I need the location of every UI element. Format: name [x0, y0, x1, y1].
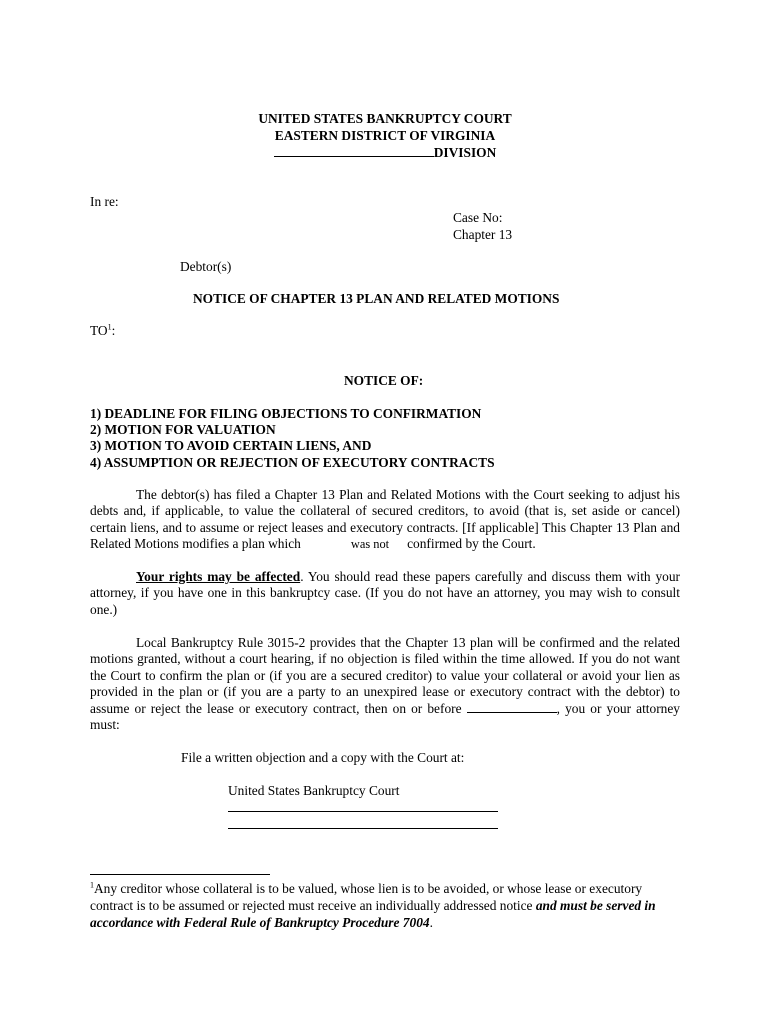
was-not-field[interactable]: was not — [350, 537, 390, 552]
footnote-emphasis: and must be served in accordance with Federal Rule of Bankruptcy Procedure 7004 — [90, 898, 656, 930]
paragraph-local-rule — [90, 635, 680, 733]
to-label: TO — [90, 323, 108, 338]
case-number-label: Case No: — [453, 210, 503, 225]
notice-item-1: 1) DEADLINE FOR FILING OBJECTIONS TO CONFIRMATION — [90, 406, 482, 421]
paragraph-plan-filed-text: The debtor(s) has filed a Chapter 13 Plan and Related Motions with the Court seeking to adjust his debts and, if applicable, to value the collateral of secured creditors, to avoid (that is, set aside or cancel) certain liens, and to assume or reject leases and executory contracts. [If applicable] This Chapter 13 Plan and Related Motions modifies a plan which — [90, 487, 680, 552]
district-name: EASTERN DISTRICT OF VIRGINIA — [274, 128, 496, 143]
address-line-1[interactable] — [228, 811, 498, 812]
footnote-separator — [90, 874, 270, 875]
deadline-date-blank[interactable] — [467, 712, 557, 713]
division-blank[interactable] — [274, 156, 434, 157]
division-label: DIVISION — [433, 145, 497, 160]
file-objection-instruction: File a written objection and a copy with the Court at: — [181, 750, 465, 765]
address-line-2[interactable] — [228, 828, 498, 829]
debtors-label: Debtor(s) — [180, 259, 232, 274]
notice-item-3: 3) MOTION TO AVOID CERTAIN LIENS, AND — [90, 438, 372, 453]
paragraph-rights — [90, 569, 680, 618]
paragraph-plan-filed-end: confirmed by the Court. — [407, 536, 536, 552]
notice-of-heading: NOTICE OF: — [344, 373, 424, 388]
division-line — [0, 145, 770, 161]
paragraph-rights-text: . You should read these papers carefully and discuss them with your attorney, if you have one in this bankruptcy case. (If you do not have an attorney, you may wish to consult one.) — [90, 569, 681, 617]
footnote-marker: 1 — [90, 880, 94, 890]
paragraph-local-rule-end: , you or your attorney must: — [90, 700, 680, 733]
paragraph-plan-filed — [90, 487, 680, 553]
court-name: UNITED STATES BANKRUPTCY COURT — [258, 111, 512, 126]
court-address-name: United States Bankruptcy Court — [228, 783, 400, 798]
to-colon: : — [111, 323, 116, 338]
footnote-ref: 1 — [107, 322, 112, 332]
footnote-end: . — [429, 915, 433, 930]
notice-item-4: 4) ASSUMPTION OR REJECTION OF EXECUTORY CONTRACTS — [90, 455, 495, 470]
rights-affected-lead: Your rights may be affected — [136, 569, 301, 584]
notice-item-2: 2) MOTION FOR VALUATION — [90, 422, 276, 437]
document-title: NOTICE OF CHAPTER 13 PLAN AND RELATED MOTIONS — [193, 291, 560, 306]
paragraph-local-rule-text: Local Bankruptcy Rule 3015-2 provides that the Chapter 13 plan will be confirmed and the related motions granted, without a court hearing, if no objection is filed within the time allowed. If you do not want the Court to confirm the plan or (if you are a secured creditor) to value your collateral or avoid your lien as provided in the plan or (if you are a party to an unexpired lease or executory contract with the debtor) to assume or reject the lease or executory contract, then on or before — [90, 635, 680, 716]
to-line — [90, 323, 115, 339]
chapter-label: Chapter 13 — [453, 227, 513, 242]
footnote-text: Any creditor whose collateral is to be valued, whose lien is to be avoided, or whose lease or executory contract is to be assumed or rejected must receive an individually addressed notice — [90, 881, 643, 913]
in-re-label: In re: — [90, 194, 119, 209]
footnote — [90, 880, 685, 931]
